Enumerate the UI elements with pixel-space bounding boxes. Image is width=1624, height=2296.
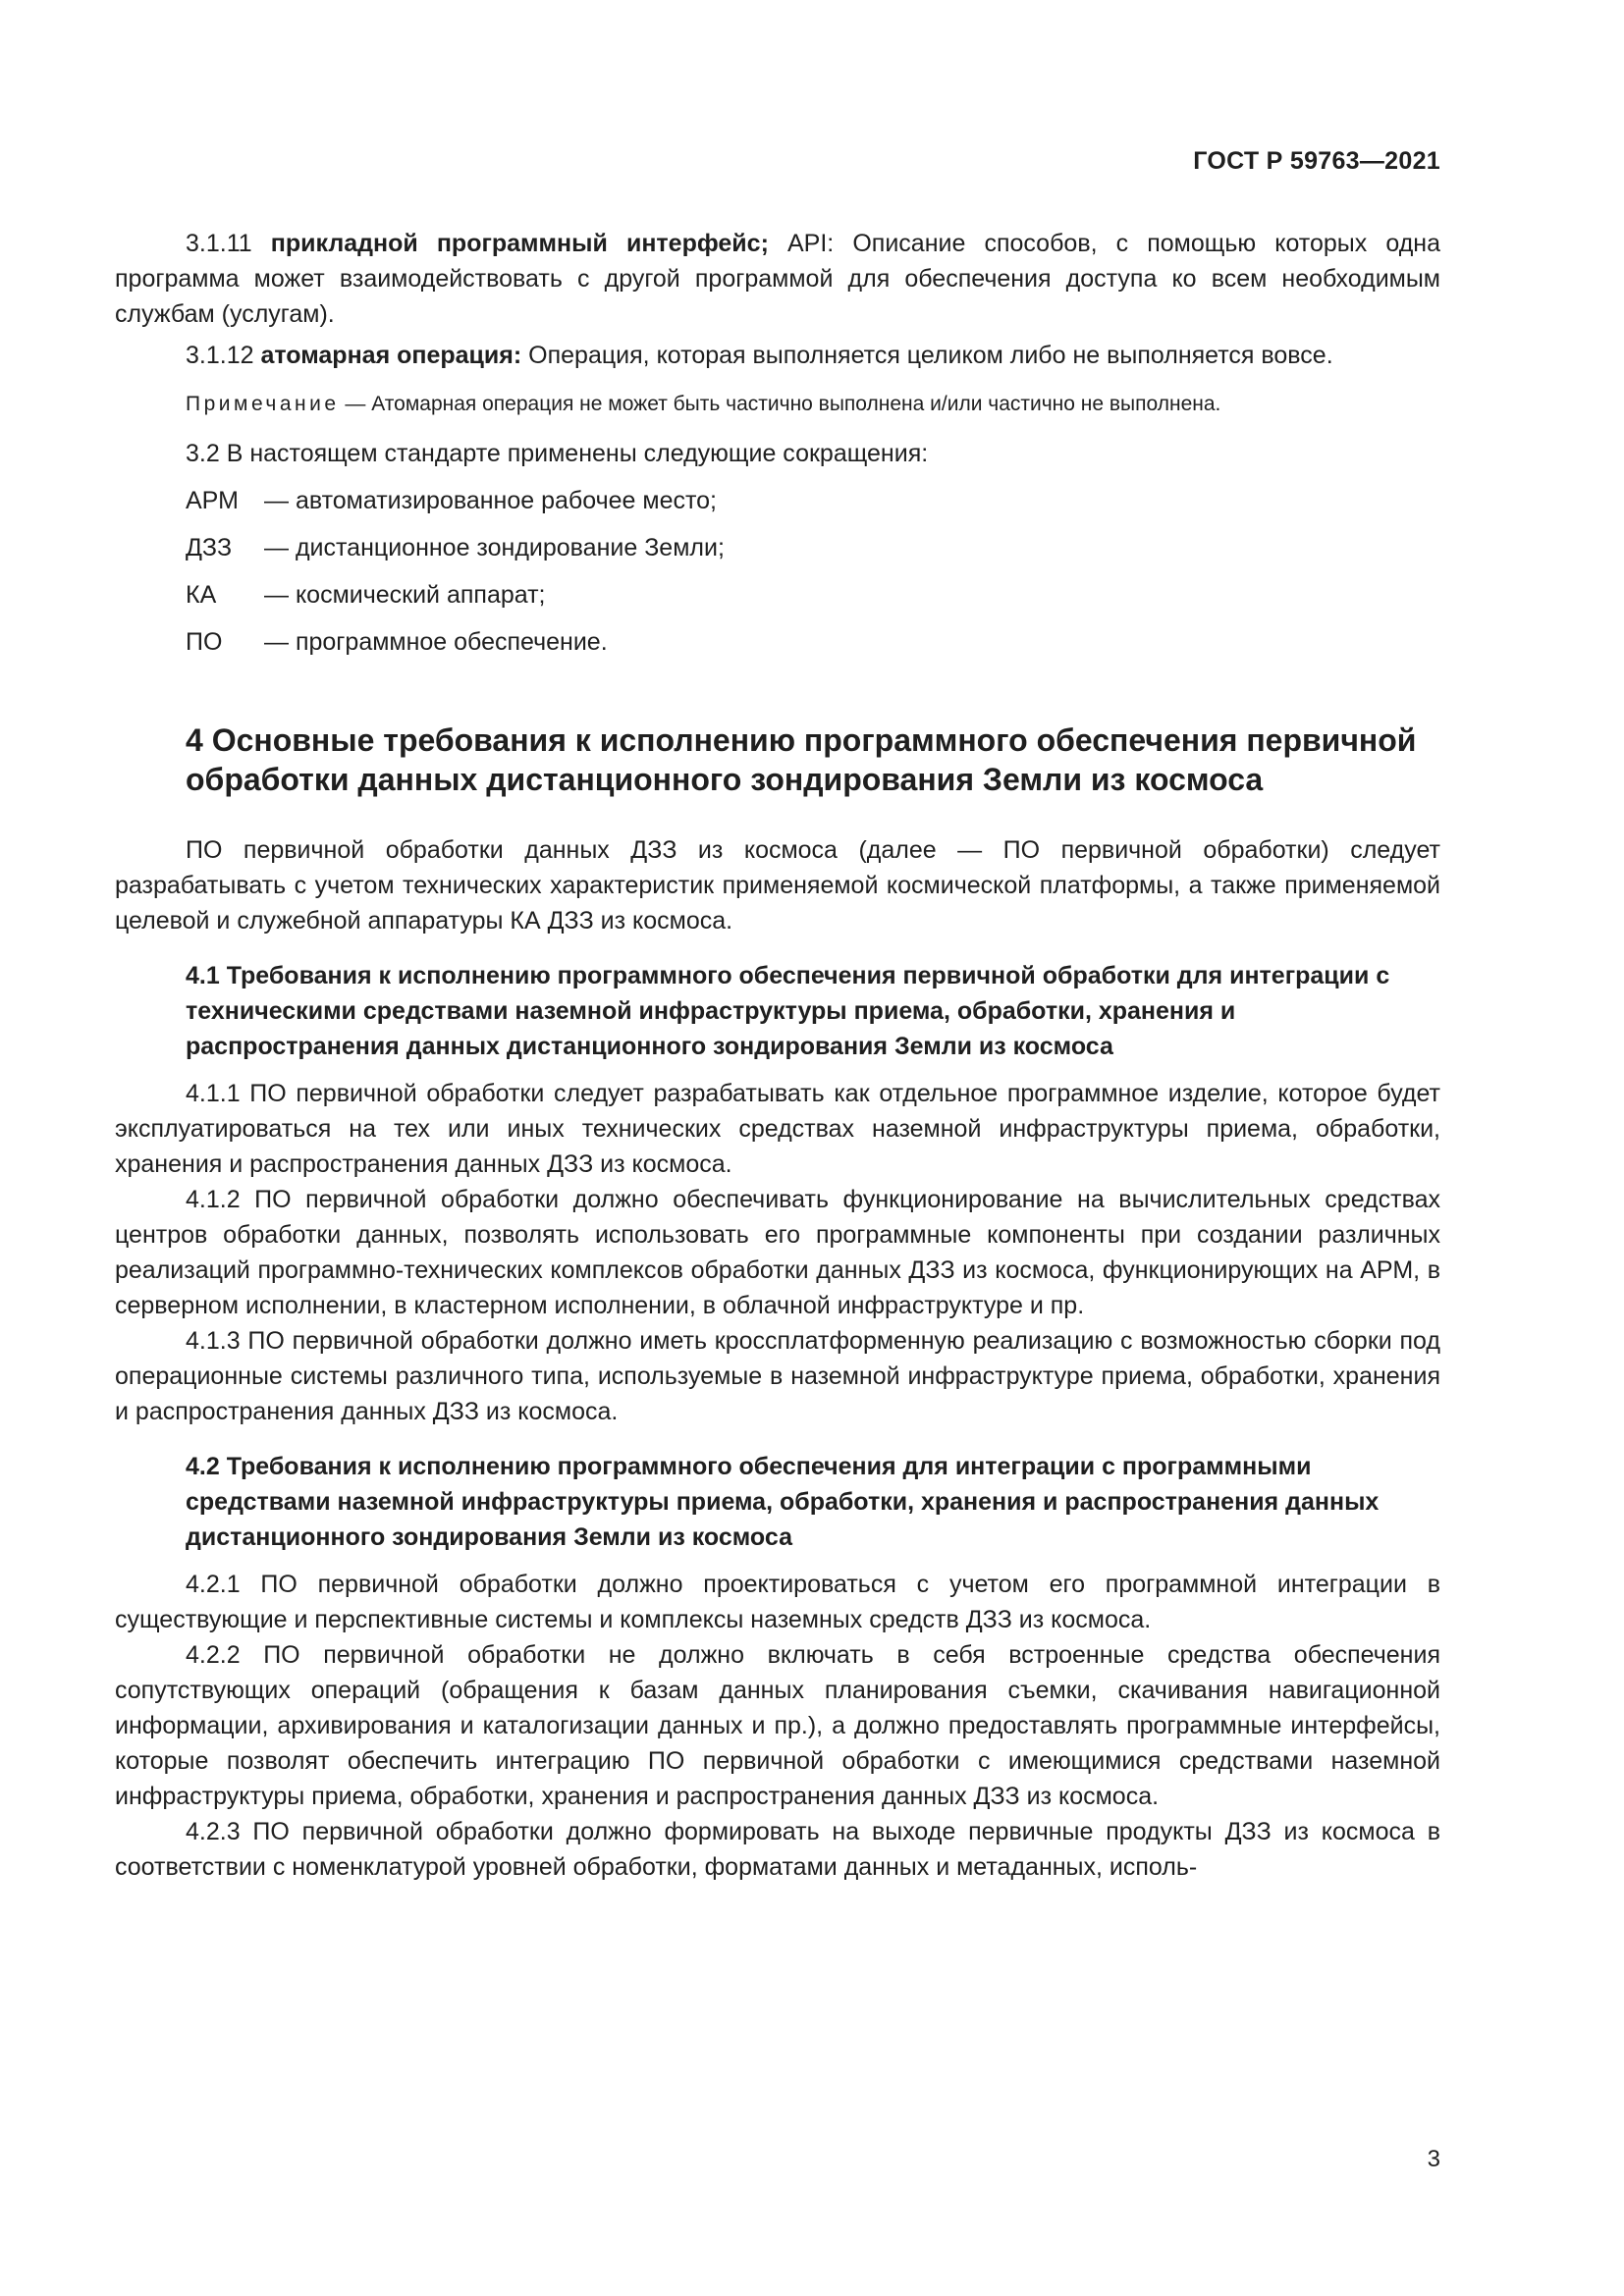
abbreviation-term: КА: [186, 581, 217, 609]
definition-term: прикладной программный интерфейс;: [270, 230, 769, 257]
abbreviation-term: АРМ: [186, 487, 239, 514]
abbreviation-row: [186, 577, 1440, 613]
note: [186, 387, 1440, 422]
abbreviation-row: [186, 483, 1440, 518]
definition-text: Операция, которая выполняется целиком либо не выполняется вовсе.: [521, 342, 1333, 369]
standard-code-header: ГОСТ Р 59763—2021: [1193, 147, 1440, 175]
abbreviation-definition: — автоматизированное рабочее место;: [264, 487, 717, 514]
abbreviation-row: [186, 530, 1440, 565]
section-4-1-heading: 4.1 Требования к исполнению программного обеспечения первичной обработки для интеграции с техническими средствами наземной инфраструктуры приема, обработки, хранения и распространения данных дистанционного зондирования Земли из космоса: [186, 962, 1390, 1060]
paragraph-4-2-3: 4.2.3 ПО первичной обработки должно формировать на выходе первичные продукты ДЗЗ из космоса в соответствии с номенклатурой уровней обработки, форматами данных и метаданных, исполь-: [115, 1818, 1440, 1881]
page-number: 3: [1427, 2146, 1440, 2172]
abbreviation-term: ДЗЗ: [186, 534, 233, 561]
section-4-heading: 4 Основные требования к исполнению программного обеспечения первичной обработки данных дистанционного зондирования Земли из космоса: [186, 722, 1417, 797]
abbreviation-definition: — программное обеспечение.: [264, 628, 608, 656]
definition-3-1-12: [115, 338, 1440, 373]
definition-number: 3.1.12: [186, 342, 254, 369]
note-text: — Атомарная операция не может быть частично выполнена и/или частично не выполнена.: [339, 393, 1221, 415]
paragraph-4-2-2: 4.2.2 ПО первичной обработки не должно включать в себя встроенные средства обеспечения сопутствующих операций (обращения к базам данных планирования съемки, скачивания навигационной информации, архивирования и каталогизации данных и пр.), а должно предоставлять программные интерфейсы, которые позволят обеспечить интеграцию ПО первичной обработки с имеющимися средствами наземной инфраструктуры приема, обработки, хранения и распространения данных ДЗЗ из космоса.: [115, 1641, 1440, 1810]
section-4-intro: ПО первичной обработки данных ДЗЗ из космоса (далее — ПО первичной обработки) следует разрабатывать с учетом технических характеристик применяемой космической платформы, а также применяемой целевой и служебной аппаратуры КА ДЗЗ из космоса.: [115, 836, 1440, 934]
paragraph-4-2-1: 4.2.1 ПО первичной обработки должно проектироваться с учетом его программной интеграции в существующие и перспективные системы и комплексы наземных средств ДЗЗ из космоса.: [115, 1571, 1440, 1633]
abbreviation-term: ПО: [186, 628, 223, 656]
paragraph-4-1-3: 4.1.3 ПО первичной обработки должно иметь кроссплатформенную реализацию с возможностью сборки под операционные системы различного типа, используемые в наземной инфраструктуре приема, обработки, хранения и распространения данных ДЗЗ из космоса.: [115, 1327, 1440, 1425]
paragraph-4-1-1: 4.1.1 ПО первичной обработки следует разрабатывать как отдельное программное изделие, которое будет эксплуатироваться на тех или иных технических средствах наземной инфраструктуры приема, обработки, хранения и распространения данных ДЗЗ из космоса.: [115, 1080, 1440, 1178]
note-label: Примечание: [186, 393, 340, 415]
definition-3-1-11: [115, 226, 1440, 332]
definition-term: атомарная операция:: [260, 342, 522, 369]
abbreviation-definition: — космический аппарат;: [264, 581, 546, 609]
section-4-2-heading: 4.2 Требования к исполнению программного обеспечения для интеграции с программными средствами наземной инфраструктуры приема, обработки, хранения и распространения данных дистанционного зондирования Земли из космоса: [186, 1453, 1380, 1551]
abbreviations-intro: 3.2 В настоящем стандарте применены следующие сокращения:: [186, 440, 929, 467]
page-content: [115, 226, 1440, 1885]
abbreviation-row: [186, 624, 1440, 660]
definition-number: 3.1.11: [186, 230, 252, 257]
definition-text: API: Описание способов, с помощью которых одна программа может взаимодействовать с другой программой для обеспечения доступа ко всем необходимым службам (услугам).: [115, 230, 1440, 328]
abbreviation-definition: — дистанционное зондирование Земли;: [264, 534, 725, 561]
paragraph-4-1-2: 4.1.2 ПО первичной обработки должно обеспечивать функционирование на вычислительных средствах центров обработки данных, позволять использовать его программные компоненты при создании различных реализаций программно-технических комплексов обработки данных ДЗЗ из космоса, функционирующих на АРМ, в серверном исполнении, в кластерном исполнении, в облачной инфраструктуре и пр.: [115, 1186, 1440, 1319]
